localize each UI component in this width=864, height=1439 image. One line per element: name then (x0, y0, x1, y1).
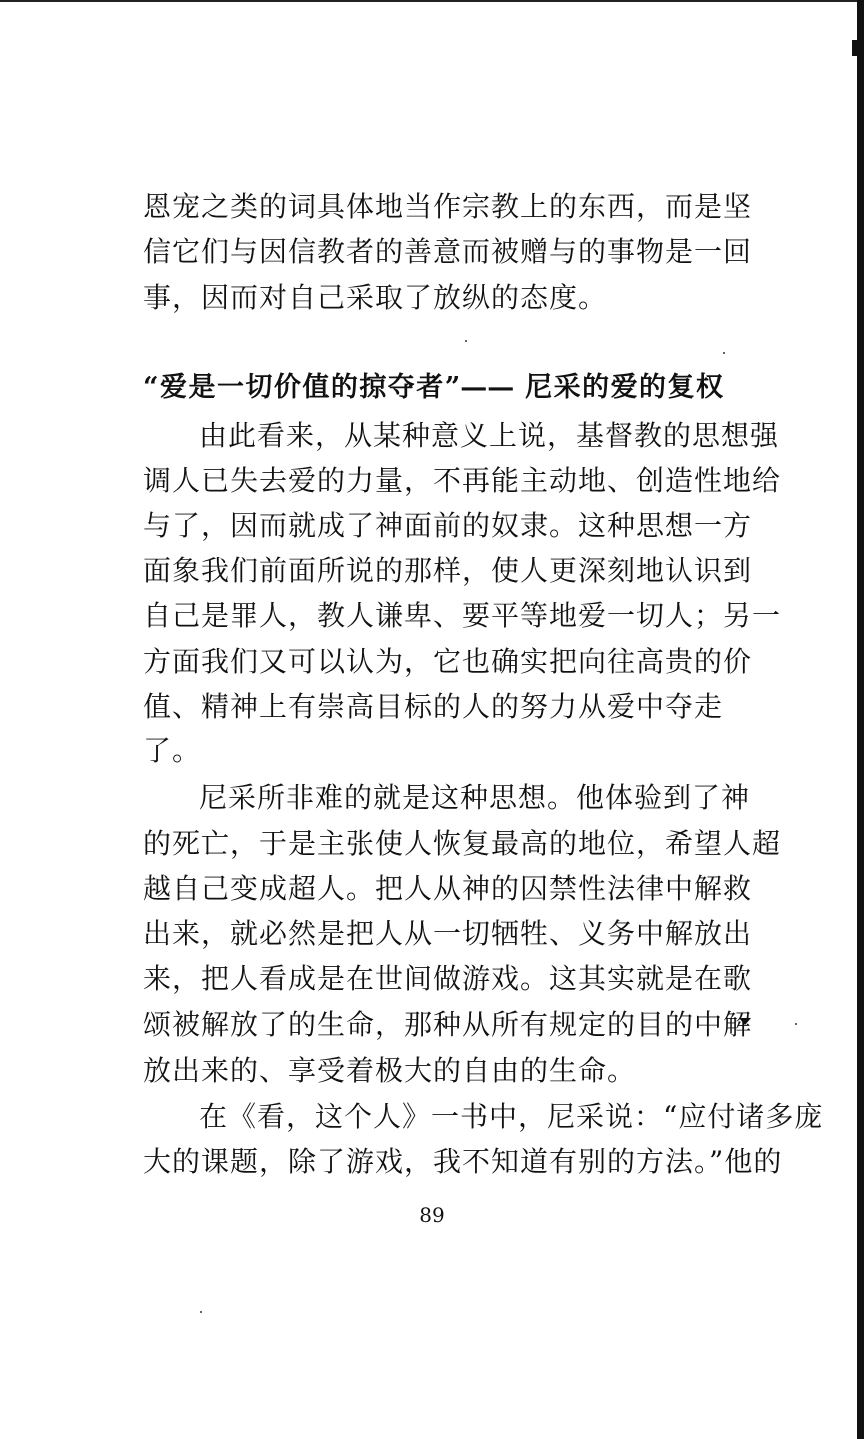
scan-speck (795, 1023, 797, 1025)
text-line: 恩宠之类的词具体地当作宗教上的东西，而是坚 (143, 190, 753, 223)
paragraph-line: 的死亡，于是主张使人恢复最高的地位，希望人超 (143, 827, 782, 860)
paragraph-line: 自己是罪人，教人谦卑、要平等地爱一切人；另一 (143, 599, 782, 632)
scan-speck (200, 1311, 202, 1313)
paragraph-line: 了。 (143, 734, 202, 767)
paragraph-line: 在《看，这个人》一书中，尼采说：“应付诸多庞 (199, 1100, 824, 1133)
paragraph-line: 面象我们前面所说的那样，使人更深刻地认识到 (143, 554, 753, 587)
paragraph-line: 颂被解放了的生命，那种从所有规定的目的中解 (143, 1008, 753, 1041)
paragraph-line: 方面我们又可以认为，它也确实把向往高贵的价 (143, 645, 753, 678)
paragraph-line: 越自己变成超人。把人从神的囚禁性法律中解救 (143, 872, 753, 905)
scan-speck (723, 352, 725, 354)
page-number: 89 (419, 1203, 445, 1227)
text-line: 信它们与因信教者的善意而被赠与的事物是一回 (143, 235, 753, 268)
paragraph-line: 由此看来，从某种意义上说，基督教的思想强 (199, 419, 780, 452)
paragraph-line: 调人已失去爱的力量，不再能主动地、创造性地给 (143, 464, 782, 497)
section-heading: “爱是一切价值的掠夺者”—— 尼采的爱的复权 (143, 372, 723, 403)
paragraph-line: 与了，因而就成了神面前的奴隶。这种思想一方 (143, 509, 753, 542)
scan-edge-notch (852, 40, 858, 56)
paragraph-line: 放出来的、享受着极大的自由的生命。 (143, 1054, 637, 1087)
paragraph-line: 值、精神上有崇高目标的人的努力从爱中夺走 (143, 690, 724, 723)
scan-arrow-mark (739, 1018, 751, 1025)
scan-right-border (857, 0, 864, 1439)
paragraph-line: 大的课题，除了游戏，我不知道有别的方法。”他的 (143, 1145, 783, 1178)
scan-top-border (0, 0, 864, 2)
text-line: 事，因而对自己采取了放纵的态度。 (143, 281, 608, 314)
paragraph-line: 来，把人看成是在世间做游戏。这其实就是在歌 (143, 962, 753, 995)
paragraph-line: 出来，就必然是把人从一切牺牲、义务中解放出 (143, 917, 753, 950)
paragraph-line: 尼采所非难的就是这种思想。他体验到了神 (199, 781, 751, 814)
scan-speck (465, 340, 467, 342)
